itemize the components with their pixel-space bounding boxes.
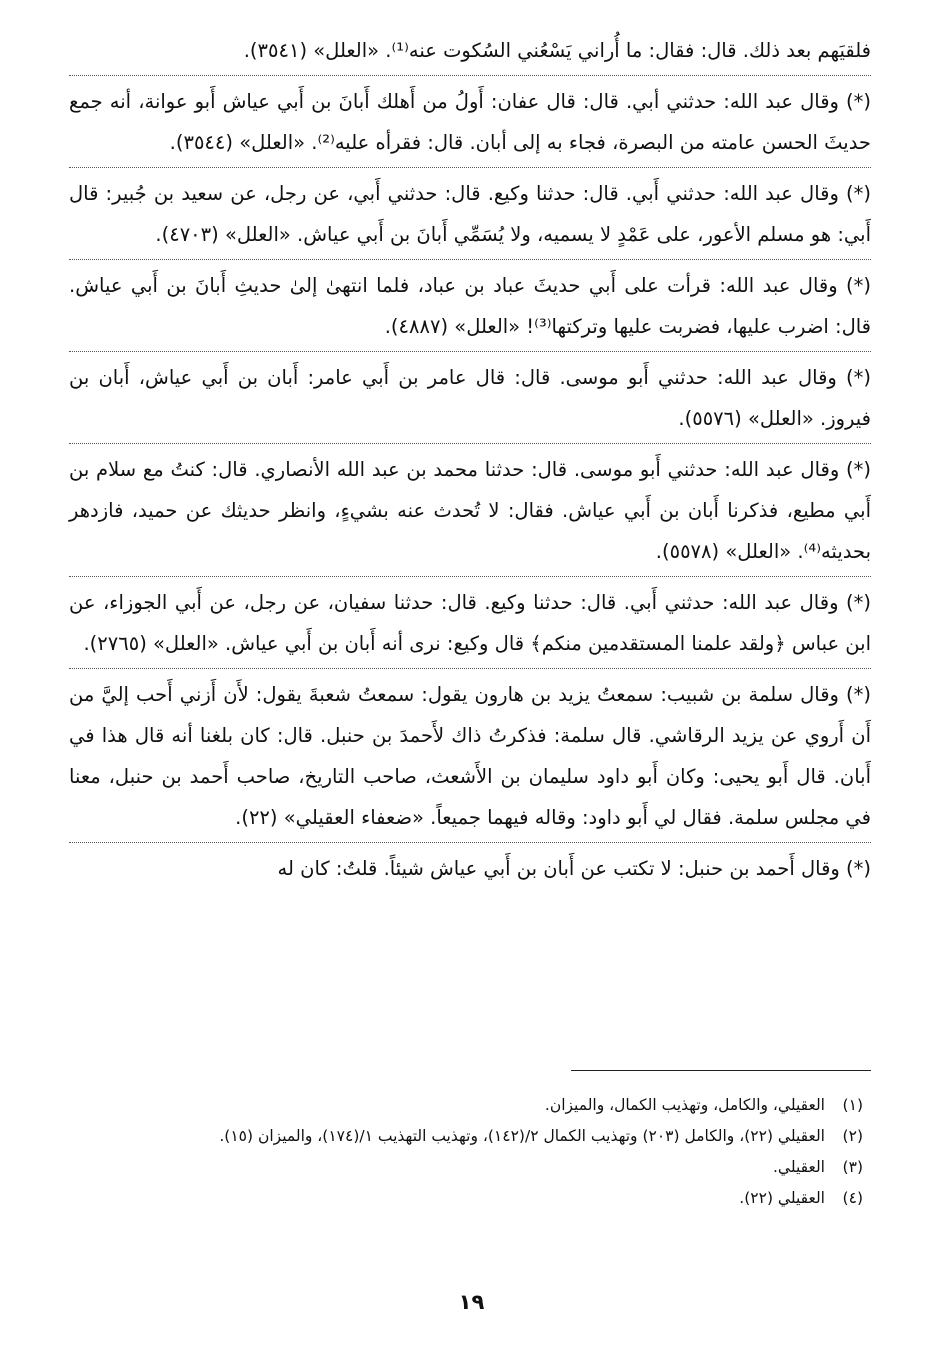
paragraph-2: (*) وقال عبد الله: حدثني أبي. قال: قال عفان: أَولُ من أَهلك أَبانَ بن أَبي عياش أَبو عوانة، أنه جمع حديثَ الحسن عامته من البصرة، فجاء به إلى أبان. قال: فقرأه عليه⁽²⁾. «العلل» (٣٥٤٤).: [69, 75, 871, 165]
paragraph-1: فلقيَهم بعد ذلك. قال: فقال: ما أُراني يَسْعُني السُكوت عنه⁽¹⁾. «العلل» (٣٥٤١).: [243, 39, 871, 62]
footnote-number: (٢): [842, 1127, 863, 1145]
footnote-item: [67, 1123, 863, 1150]
footnote-divider: [571, 1070, 871, 1071]
paragraph-6: (*) وقال عبد الله: حدثني أَبو موسى. قال: حدثنا محمد بن عبد الله الأنصاري. قال: كنتُ مع سلام بن أَبي مطيع، فذكرنا أَبان بن أَبي عياش. فقال: لا تُحدث عنه بشيءٍ، وانظر حديثك عن حميد، فازدهر بحديثه⁽⁴⁾. «العلل» (٥٥٧٨).: [69, 443, 871, 574]
footnote-text: العقيلي (٢٢)، والكامل (٢٠٣) وتهذيب الكمال ٢/(١٤٢)، وتهذيب التهذيب ١/(١٧٤)، والميزان (١٥).: [219, 1127, 825, 1145]
paragraph-3: (*) وقال عبد الله: حدثني أَبي. قال: حدثنا وكيع. قال: حدثني أَبي، عن رجل، عن سعيد بن جُبير: قال أَبي: هو مسلم الأعور، على عَمْدٍ لا يسميه، ولا يُسَمِّي أَبانَ بن أَبي عياش. «العلل» (٤٧٠٣).: [69, 167, 871, 257]
footnote-number: (٤): [842, 1189, 863, 1207]
footnote-text: العقيلي (٢٢).: [739, 1189, 825, 1207]
main-text: [69, 30, 871, 891]
footnotes: [67, 1092, 863, 1216]
page-number: ١٩: [458, 1290, 485, 1314]
footnote-item: [67, 1185, 863, 1212]
footnote-item: [67, 1092, 863, 1119]
paragraph-8: (*) وقال سلمة بن شبيب: سمعتُ يزيد بن هارون يقول: سمعتُ شعبةَ يقول: لأَن أَزني أَحب إليَّ من أَن أَروي عن يزيد الرقاشي. قال سلمة: فذكرتُ ذاك لأَحمدَ بن حنبل. قال: كان بلغنا أنه قال هذا في أَبان. قال أَبو يحيى: وكان أَبو داود سليمان بن الأَشعث، صاحب التاريخ، صاحب أَحمد بن حنبل، معنا في مجلس سلمة. فقال لي أَبو داود: وقاله فيهما جميعاً. «ضعفاء العقيلي» (٢٢).: [69, 668, 871, 840]
paragraph-9: (*) وقال أَحمد بن حنبل: لا تكتب عن أَبان بن أَبي عياش شيئاً. قلتُ: كان له: [69, 842, 871, 891]
paragraph-5: (*) وقال عبد الله: حدثني أَبو موسى. قال: قال عامر بن أَبي عامر: أَبان بن أَبي عياش، أَبان بن فيروز. «العلل» (٥٥٧٦).: [69, 351, 871, 441]
paragraph-7: (*) وقال عبد الله: حدثني أَبي. قال: حدثنا وكيع. قال: حدثنا سفيان، عن رجل، عن أَبي الجوزاء، عن ابن عباس ﴿ولقد علمنا المستقدمين منكم﴾ قال وكيع: نرى أنه أَبان بن أَبي عياش. «العلل» (٢٧٦٥).: [69, 576, 871, 666]
footnote-text: العقيلي، والكامل، وتهذيب الكمال، والميزان.: [544, 1096, 825, 1114]
footnote-item: [67, 1154, 863, 1181]
footnote-number: (١): [842, 1096, 863, 1114]
footnote-number: (٣): [842, 1158, 863, 1176]
footnote-text: العقيلي.: [772, 1158, 825, 1176]
paragraph-4: (*) وقال عبد الله: قرأت على أَبي حديثَ عباد بن عباد، فلما انتهىٰ إلىٰ حديثِ أَبانَ بن أَبي عياش. قال: اضرب عليها، فضربت عليها وتركتها⁽³⁾! «العلل» (٤٨٨٧).: [69, 259, 871, 349]
